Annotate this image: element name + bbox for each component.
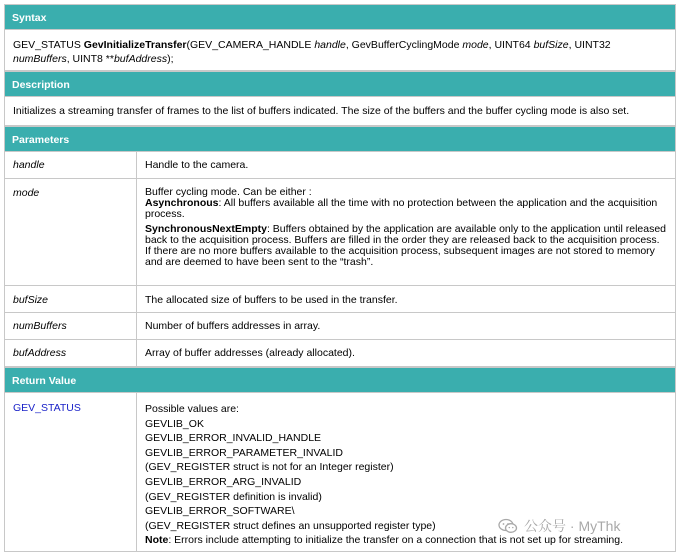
return-line: GEVLIB_ERROR_ARG_INVALID [145,475,302,488]
sync-text: : Buffers obtained by the application are available only to the application until released back to the acquisition process. Buffers are filled in the order they are released back to the acquisition process. If there are no more buffers available to the acquisition process, subsequent images are not stored to memory and are deemed to have been sent to the “trash”. [145,222,667,269]
description-text: Initializes a streaming transfer of frames to the list of buffers indicated. The size of the buffers and the buffer cycling mode is also set. [4,97,676,126]
return-value-header: Return Value [4,367,676,393]
description-header: Description [4,71,676,97]
return-line: GEVLIB_ERROR_PARAMETER_INVALID [145,446,344,459]
note-text: : Errors include attempting to initialize the transfer on a connection that is not set up for streaming. [168,534,623,547]
param-name: handle [314,39,346,51]
function-name: GevInitializeTransfer [83,39,187,51]
param-desc: Number of buffers addresses in array. [145,320,321,332]
close-paren: ); [167,52,174,65]
param-name: mode [5,179,137,285]
param-row-bufaddress [4,340,676,367]
param-name: handle [5,152,137,178]
api-doc [4,4,676,552]
return-type: GEV_STATUS [13,39,84,51]
param-desc: The allocated size of buffers to be used in the transfer. [145,294,398,306]
param-desc: Handle to the camera. [145,159,249,171]
param-desc: Array of buffer addresses (already allocated). [145,347,355,359]
mode-async [145,198,667,220]
sync-label: SynchronousNextEmpty [145,222,267,235]
param-name: numBuffers [5,313,137,339]
wechat-icon [498,518,518,534]
param-desc [137,179,675,285]
return-line: GEVLIB_ERROR_INVALID_HANDLE [145,432,322,445]
mode-intro: Buffer cycling mode. Can be either : [145,186,312,198]
param-name: bufSize [533,39,569,51]
param-name: bufAddress [113,52,168,65]
return-type-link[interactable]: GEV_STATUS [5,393,137,551]
param-row-numbuffers [4,313,676,340]
param-row-bufsize [4,286,676,313]
return-line: GEVLIB_ERROR_SOFTWARE\ [145,505,295,518]
return-line: GEVLIB_OK [145,417,204,430]
async-label: Asynchronous [145,197,219,210]
param-type: , UINT64 [488,39,534,51]
note-label: Note [145,534,169,547]
return-line: (GEV_REGISTER struct defines an unsupported register type) [145,519,436,532]
syntax-block [4,30,676,71]
watermark [498,516,620,536]
param-row-mode [4,179,676,286]
param-name: bufSize [5,286,137,312]
param-type: , UINT32 [568,39,611,51]
return-line: Possible values are: [145,403,239,415]
return-line: (GEV_REGISTER definition is invalid) [145,490,322,503]
async-text: : All buffers available all the time with no protection between the application and the acquisition process. [145,197,658,221]
open-paren: ( [186,39,191,51]
watermark-text: 公众号 · MyThk [524,518,621,534]
param-type: , UINT8 ** [66,52,114,65]
param-name: numBuffers [13,52,67,65]
param-name: mode [462,39,489,51]
param-type: , GevBufferCyclingMode [345,39,463,51]
syntax-header: Syntax [4,4,676,30]
parameters-header: Parameters [4,126,676,152]
mode-sync [145,224,667,269]
param-type: GEV_CAMERA_HANDLE [190,39,315,51]
return-line: (GEV_REGISTER struct is not for an Integer register) [145,461,394,474]
param-row-handle [4,152,676,179]
param-name: bufAddress [5,340,137,366]
